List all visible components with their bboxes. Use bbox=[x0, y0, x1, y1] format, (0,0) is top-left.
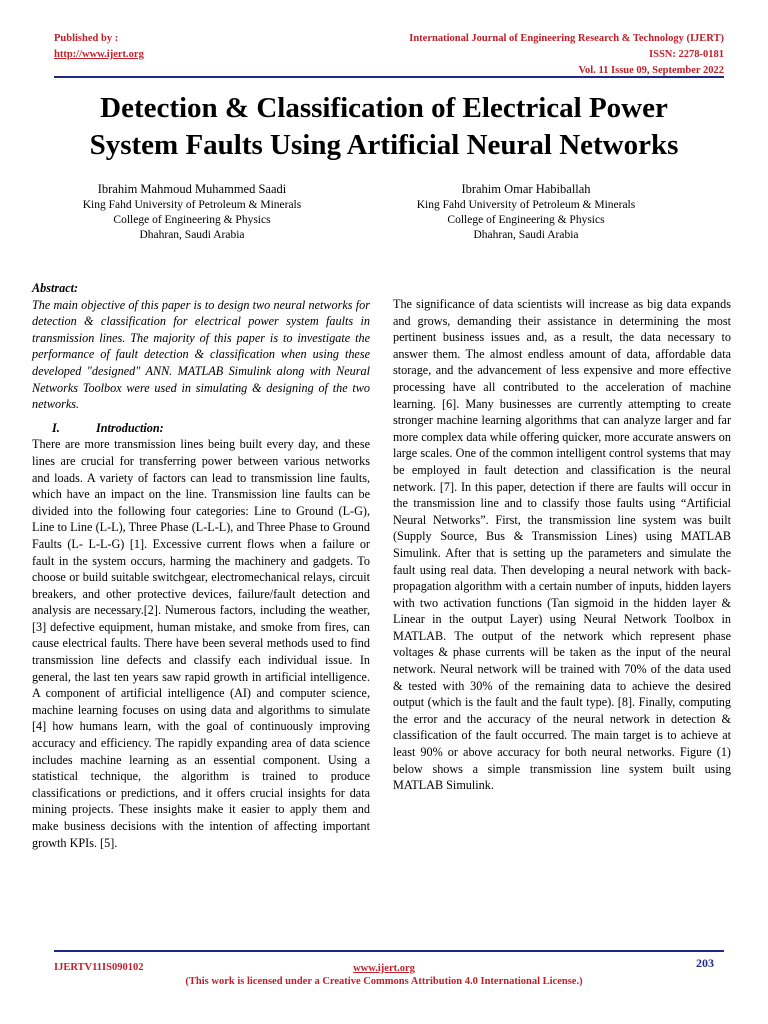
author-college: College of Engineering & Physics bbox=[447, 214, 605, 226]
author-location: Dhahran, Saudi Arabia bbox=[139, 229, 245, 241]
author-location: Dhahran, Saudi Arabia bbox=[473, 229, 579, 241]
footer-center bbox=[150, 962, 618, 988]
section-heading bbox=[52, 420, 370, 437]
page-number: 203 bbox=[696, 956, 714, 970]
section-number: I. bbox=[52, 420, 60, 435]
title-line-1: Detection & Classification of Electrical Power bbox=[100, 92, 668, 124]
journal-name: International Journal of Engineering Research & Technology (IJERT) bbox=[409, 33, 724, 44]
author-name: Ibrahim Mahmoud Muhammed Saadi bbox=[97, 182, 287, 196]
license-text: (This work is licensed under a Creative Commons Attribution 4.0 International License.) bbox=[185, 976, 583, 987]
author-name: Ibrahim Omar Habiballah bbox=[461, 182, 591, 196]
journal-volume: Vol. 11 Issue 09, September 2022 bbox=[578, 65, 724, 76]
abstract-body: The main objective of this paper is to design two neural networks for detection & classification for electrical power system faults in transmission lines. The majority of this paper is to investigate the performance of fault detection & classification when using these developed "designed" ANN. MATLAB Simulink along with Neural Networks Toolbox were used in simulating & designing of the two networks. bbox=[32, 297, 370, 412]
right-column bbox=[393, 296, 731, 794]
abstract-heading: Abstract: bbox=[32, 281, 79, 295]
paper-id: IJERTV11IS090102 bbox=[54, 962, 144, 973]
left-column bbox=[32, 280, 370, 851]
publisher-url-link[interactable]: http://www.ijert.org bbox=[54, 49, 144, 60]
author-block-1 bbox=[42, 181, 342, 243]
footer-divider bbox=[54, 950, 724, 952]
author-affiliation: King Fahd University of Petroleum & Minerals bbox=[82, 199, 302, 211]
journal-issn: ISSN: 2278-0181 bbox=[649, 49, 724, 60]
intro-paragraph-left: There are more transmission lines being built every day, and these lines are crucial for transferring power between various networks and loads. A variety of factors can lead to transmission line faults, which have an impact on the line. Transmission line faults can be divided into the following four categories: Line to Ground (L-G), Line to Line (L-L), Three Phase (L-L-L), and Three Phase to Ground Faults (L- L-L-G) [1]. Excessive current flows when a failure or fault in the system occurs, harming the machinery and gadgets. To choose or build suitable switchgear, electromechanical relays, circuit breakers, and other protective devices, failure/fault detection and analysis are necessary.[2]. Numerous factors, including the weather, [3] defective equipment, human mistake, and smoke from fires, can cause electrical faults. There have been several methods used to find transmission line defects and classify each individual issue. In general, the last ten years saw rapid growth in artificial intelligence. A component of artificial intelligence (AI) and computer science, machine learning focuses on using data and algorithms to simulate [4] how humans learn, with the goal of continuously improving accuracy and efficiency. The rapidly expanding area of data science includes machine learning as an essential component. Using a statistical technique, the algorithm is trained to produce classifications or predictions, and it offers crucial insights for data mining projects. These insights make it easier to apply them and make business decisions with the intention of affecting important growth KPIs. [5]. bbox=[32, 437, 370, 850]
author-block-2 bbox=[376, 181, 676, 243]
publisher-block bbox=[54, 31, 144, 63]
title-line-2: System Faults Using Artificial Neural Networks bbox=[89, 129, 679, 161]
intro-paragraph-right: The significance of data scientists will increase as big data expands and grows, demanding their assistance in determining the most pertinent business issues and, as a result, the data necessary to answer them. The almost endless amount of data, affordable data storage, and the advancement of less expensive and more effective processing have all contributed to the acceleration of machine learning. [6]. Many businesses are currently attempting to create stronger machine learning algorithms that can analyze larger and far more complex data while offering quicker, more accurate answers on large scales. One of the common intelligent control systems that may be employed in fault detection and classification is the neural network. [7]. In this paper, detection if there are faults will occur in the transmission line and to classify those faults using “Artificial Neural Networks”. First, the transmission line system was built (Supply Source, Bus & Transmission Lines) using MATLAB Simulink. After that is setting up the parameters and simulate the fault using real data. Then developing a neural network with back-propagation algorithm with a certain number of inputs, hidden layers with two activation functions (Tan sigmoid in the hidden layer & Linear in the output Layer) using Neural Network Toolbox in MATLAB. The output of the network which represent phase voltages & phase currents will be taken as the input of the neural network. Neural network will be trained with 70% of the data used & tested with 30% of the remaining data to achieve the desired output (which is the fault and the fault type). [8]. Finally, computing the error and the accuracy of the neural network in detection & classification of the fault occurred. The main target is to achieve at least 90% or above accuracy for both neural networks. Figure (1) below shows a simple transmission line system built using MATLAB Simulink. bbox=[393, 297, 731, 793]
journal-block bbox=[409, 31, 724, 79]
paper-title bbox=[30, 90, 738, 164]
author-college: College of Engineering & Physics bbox=[113, 214, 271, 226]
header-divider bbox=[54, 76, 724, 78]
footer-url-link[interactable]: www.ijert.org bbox=[353, 963, 415, 974]
published-by-label: Published by : bbox=[54, 33, 119, 44]
section-title: Introduction: bbox=[96, 420, 164, 435]
author-affiliation: King Fahd University of Petroleum & Minerals bbox=[416, 199, 636, 211]
